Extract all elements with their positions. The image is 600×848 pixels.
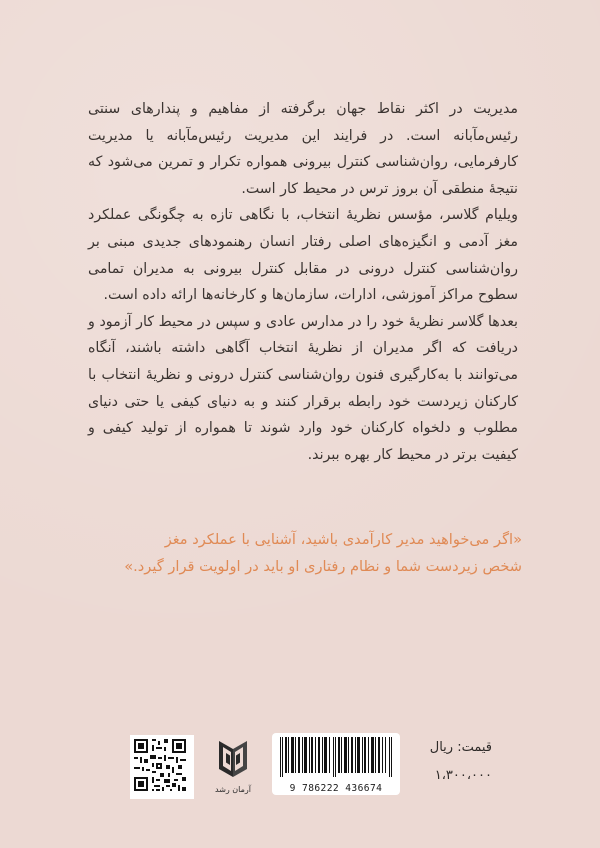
isbn-barcode [272,733,400,795]
publisher-logo-icon [211,735,255,783]
quote-line-2: شخص زیردست شما و نظام رفتاری او باید در اولویت قرار گیرد.» [124,557,522,575]
paragraph-2: ویلیام گلاسر، مؤسس نظریهٔ انتخاب، با نگاهی تازه به چگونگی عملکرد مغز آدمی و انگیزه‌های اصلی رفتار انسان رهنمودهای جدیدی مبنی بر روان‌شناسی کنترل درونی در مقابل کنترل بیرونی به مدیران تمامی سطوح مراکز آموزشی، ادارات، سازمان‌ها و کارخانه‌ها ارائه داده است. [88,207,518,304]
publisher-name: آرمان رشد [215,785,251,794]
back-cover-body-text [88,96,518,468]
paragraph-1: مدیریت در اکثر نقاط جهان برگرفته از مفاهیم و پندارهای سنتی رئیس‌مآبانه است. در فرایند این مدیریت رئیس‌مآبانه یا مدیریت کارفرمایی، روان‌شناسی کنترل بیرونی همواره تکرار و تمرین می‌شود که نتیجهٔ منطقی آن بروز ترس در محیط کار است. [88,101,518,197]
highlight-quote [84,527,522,580]
price-label: قیمت: ریال [429,740,492,755]
price-block [412,738,492,786]
barcode-icon [278,737,394,777]
publisher-logo [206,735,260,801]
isbn-digits: 9 786222 436674 [289,783,383,794]
qr-code-icon [130,735,194,799]
quote-line-1: «اگر می‌خواهید مدیر کارآمدی باشید، آشنایی با عملکرد مغز [164,531,522,548]
price-value: ۱،۳۰۰،۰۰۰ [434,768,492,783]
paragraph-3: بعدها گلاسر نظریهٔ خود را در مدارس عادی و سپس در محیط کار آزمود و دریافت که اگر مدیران از نظریهٔ انتخاب آگاهی داشته باشند، آنگاه می‌توانند با به‌کارگیری فنون روان‌شناسی کنترل درونی و نظریهٔ انتخاب با کارکنان زیردست خود رابطه برقرار کنند و به دنیای کیفی یا حتی دنیای مطلوب و دلخواه کارکنان خود وارد شوند تا همواره از تولید کیفی و کیفیت برتر در محیط کار بهره ببرند. [88,313,518,463]
